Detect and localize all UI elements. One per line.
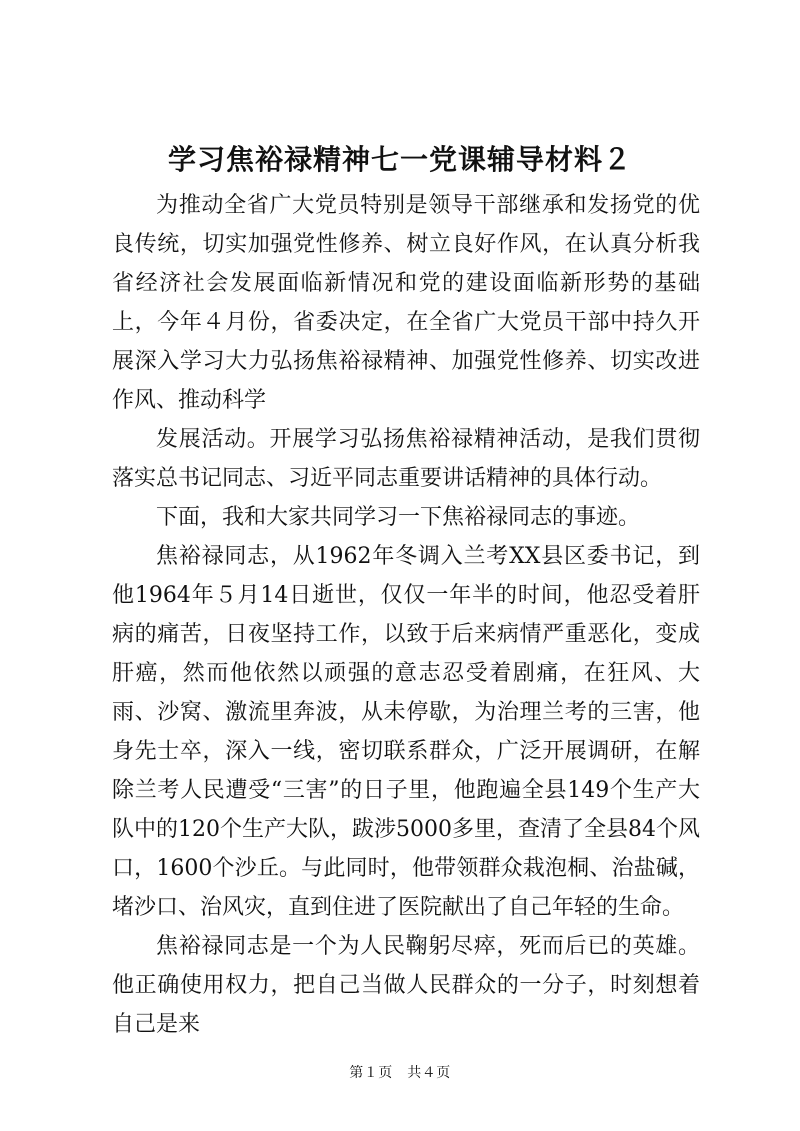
paragraph-1: 为推动全省广大党员特别是领导干部继承和发扬党的优良传统，切实加强党性修养、树立良好作风，在认真分析我省经济社会发展面临新情况和党的建设面临新形势的基础上，今年４月份，省委决定，在全省广大党员干部中持久开展深入学习大力弘扬焦裕禄精神、加强党性修养、切实改进作风、推动科学 [112, 193, 700, 413]
paragraph-3: 下面，我和大家共同学习一下焦裕禄同志的事迹。 [156, 505, 641, 530]
document-title: 学习焦裕禄精神七一党课辅导材料２ [167, 143, 632, 176]
paragraph-2: 发展活动。开展学习弘扬焦裕禄精神活动，是我们贯彻落实总书记同志、习近平同志重要讲话精神的具体行动。 [112, 427, 700, 491]
document-body [112, 186, 700, 1044]
page-footer: 第１页 共４页 [349, 1065, 451, 1081]
paragraph-5: 焦裕禄同志是一个为人民鞠躬尽瘁，死而后已的英雄。他正确使用权力，把自己当做人民群众的一分子，时刻想着自己是来 [112, 934, 700, 1037]
paragraph-4: 焦裕禄同志，从1962年冬调入兰考XX县区委书记，到他1964年５月14日逝世，仅仅一年半的时间，他忍受着肝病的痛苦，日夜坚持工作，以致于后来病情严重恶化，变成肝癌，然而他依然以顽强的意志忍受着剧痛，在狂风、大雨、沙窝、激流里奔波，从未停歇，为治理兰考的三害，他身先士卒，深入一线，密切联系群众，广泛开展调研，在解除兰考人民遭受“三害”的日子里，他跑遍全县149个生产大队中的120个生产大队，跋涉5000多里，查清了全县84个风口，1600个沙丘。与此同时，他带领群众栽泡桐、治盐碱，堵沙口、治风灾，直到住进了医院献出了自己年轻的生命。 [112, 544, 700, 920]
